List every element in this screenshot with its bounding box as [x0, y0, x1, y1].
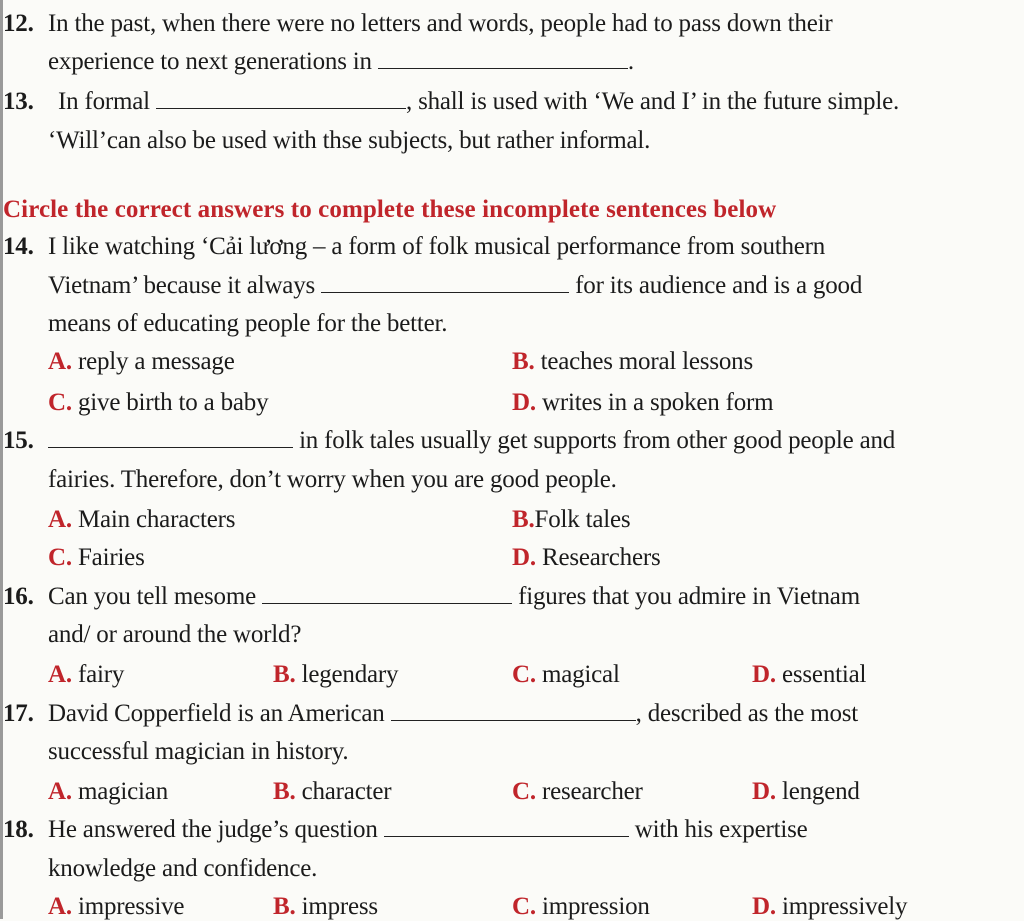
answer-blank[interactable]: [384, 816, 629, 837]
option-d[interactable]: D. lengend: [752, 778, 860, 805]
answer-blank[interactable]: [378, 48, 628, 69]
option-a[interactable]: A. fairy: [48, 661, 125, 688]
page-edge: [0, 0, 3, 919]
question-text: In formal , shall is used with ‘We and I’ in the future simple.: [58, 88, 900, 115]
option-c[interactable]: C. researcher: [512, 778, 643, 805]
option-b[interactable]: B. character: [273, 778, 392, 805]
answer-blank[interactable]: [391, 700, 636, 721]
answer-blank[interactable]: [156, 88, 406, 109]
option-a[interactable]: A. impressive: [48, 893, 185, 920]
question-number: 14.: [3, 233, 34, 260]
question-text: He answered the judge’s question with his expertise: [48, 816, 808, 843]
question-number: 18.: [3, 816, 34, 843]
section-heading: Circle the correct answers to complete these incomplete sentences below: [3, 196, 777, 223]
option-a[interactable]: A. Main characters: [48, 506, 236, 533]
question-text: ‘Will’can also be used with thse subjects, but rather informal.: [48, 127, 651, 154]
option-c[interactable]: C. magical: [512, 661, 620, 688]
option-a[interactable]: A. magician: [48, 778, 168, 805]
question-text: experience to next generations in .: [48, 48, 634, 75]
question-text: successful magician in history.: [48, 738, 349, 765]
question-text: Can you tell mesome figures that you admire in Vietnam: [48, 583, 860, 610]
answer-blank[interactable]: [321, 272, 569, 293]
question-text: I like watching ‘Cải lương – a form of folk musical performance from southern: [48, 233, 826, 260]
question-text: in folk tales usually get supports from other good people and: [48, 427, 895, 455]
question-number: 12.: [3, 10, 34, 37]
question-text: Vietnam’ because it always for its audience and is a good: [48, 272, 863, 299]
question-number: 16.: [3, 583, 34, 610]
option-b[interactable]: B. legendary: [273, 661, 399, 688]
answer-blank[interactable]: [48, 427, 293, 448]
option-c[interactable]: C. give birth to a baby: [48, 389, 269, 416]
question-text: knowledge and confidence.: [48, 855, 318, 882]
option-b[interactable]: B. impress: [273, 893, 378, 920]
question-number: 15.: [3, 427, 34, 454]
option-d[interactable]: D. Researchers: [512, 544, 661, 571]
option-b[interactable]: B.Folk tales: [512, 506, 631, 533]
question-number: 13.: [3, 88, 34, 115]
question-text: and/ or around the world?: [48, 621, 302, 648]
option-d[interactable]: D. essential: [752, 661, 867, 688]
question-number: 17.: [3, 700, 34, 727]
option-c[interactable]: C. Fairies: [48, 544, 145, 571]
question-text: fairies. Therefore, don’t worry when you are good people.: [48, 466, 617, 493]
question-text: David Copperfield is an American , described as the most: [48, 700, 859, 727]
option-d[interactable]: D. writes in a spoken form: [512, 389, 774, 416]
option-a[interactable]: A. reply a message: [48, 348, 235, 375]
question-text: In the past, when there were no letters and words, people had to pass down their: [48, 10, 833, 37]
question-text: means of educating people for the better.: [48, 310, 448, 337]
answer-blank[interactable]: [262, 583, 512, 604]
option-d[interactable]: D. impressively: [752, 893, 908, 920]
option-c[interactable]: C. impression: [512, 893, 650, 920]
option-b[interactable]: B. teaches moral lessons: [512, 348, 753, 375]
